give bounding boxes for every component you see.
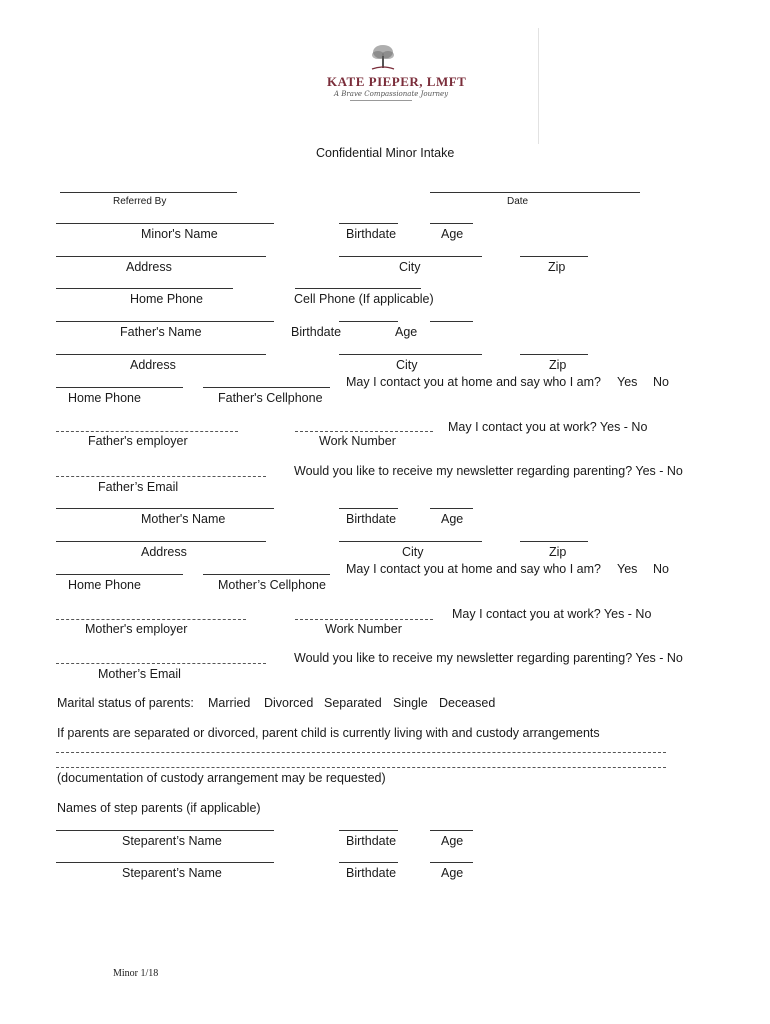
date-field[interactable] bbox=[430, 192, 640, 193]
mother-home-phone-label: Home Phone bbox=[68, 578, 141, 592]
mother-contact-home-no[interactable]: No bbox=[653, 562, 669, 576]
minor-age-label: Age bbox=[441, 227, 464, 241]
mother-newsletter-question: Would you like to receive my newsletter regarding parenting? Yes - No bbox=[294, 651, 683, 665]
mother-email-label: Mother’s Email bbox=[98, 667, 181, 681]
logo-name: KATE PIEPER, LMFT bbox=[327, 74, 467, 89]
minor-address-field[interactable] bbox=[56, 256, 266, 257]
father-employer-label: Father's employer bbox=[88, 434, 188, 448]
minor-zip-field[interactable] bbox=[520, 256, 588, 257]
mother-contact-home-question: May I contact you at home and say who I am? bbox=[346, 562, 601, 576]
minor-birthdate-field[interactable] bbox=[339, 223, 398, 224]
father-city-field[interactable] bbox=[339, 354, 482, 355]
minor-age-field[interactable] bbox=[430, 223, 473, 224]
minor-birthdate-label: Birthdate bbox=[346, 227, 397, 241]
father-home-phone-label: Home Phone bbox=[68, 391, 141, 405]
father-contact-work-question: May I contact you at work? Yes - No bbox=[448, 420, 648, 434]
minors-name-field[interactable] bbox=[56, 223, 274, 224]
father-city-label: City bbox=[396, 358, 418, 372]
steparent-2-age-label: Age bbox=[441, 866, 464, 880]
mother-age-field[interactable] bbox=[430, 508, 473, 509]
page-footer: Minor 1/18 bbox=[113, 968, 159, 979]
father-work-number-label: Work Number bbox=[319, 434, 396, 448]
minor-cell-phone-field[interactable] bbox=[295, 288, 421, 289]
marital-option-separated[interactable]: Separated bbox=[324, 696, 382, 710]
father-email-field[interactable] bbox=[56, 476, 266, 477]
referred-by-field[interactable] bbox=[60, 192, 237, 193]
fathers-name-field[interactable] bbox=[56, 321, 274, 322]
marital-option-married[interactable]: Married bbox=[208, 696, 251, 710]
minor-city-label: City bbox=[399, 260, 421, 274]
father-age-field[interactable] bbox=[430, 321, 473, 322]
mothers-name-field[interactable] bbox=[56, 508, 274, 509]
steparent-1-age-label: Age bbox=[441, 834, 464, 848]
steparent-1-name-label: Steparent’s Name bbox=[122, 834, 222, 848]
referred-by-label: Referred By bbox=[113, 196, 167, 207]
mother-birthdate-label: Birthdate bbox=[346, 512, 397, 526]
mother-age-label: Age bbox=[441, 512, 464, 526]
steparent-1-birthdate-label: Birthdate bbox=[346, 834, 397, 848]
mother-zip-field[interactable] bbox=[520, 541, 588, 542]
custody-note: (documentation of custody arrangement may be requested) bbox=[57, 771, 386, 785]
mother-employer-field[interactable] bbox=[56, 619, 246, 620]
father-birthdate-field[interactable] bbox=[339, 321, 398, 322]
father-newsletter-question: Would you like to receive my newsletter regarding parenting? Yes - No bbox=[294, 464, 683, 478]
mother-zip-label: Zip bbox=[549, 545, 567, 559]
form-title: Confidential Minor Intake bbox=[316, 146, 455, 160]
margin-rule bbox=[538, 28, 539, 144]
steparent-2-birthdate-label: Birthdate bbox=[346, 866, 397, 880]
father-employer-field[interactable] bbox=[56, 431, 238, 432]
mother-home-phone-field[interactable] bbox=[56, 574, 183, 575]
mother-work-number-field[interactable] bbox=[295, 619, 433, 620]
mother-cellphone-label: Mother’s Cellphone bbox=[218, 578, 326, 592]
steparent-2-name-field[interactable] bbox=[56, 862, 274, 863]
marital-option-divorced[interactable]: Divorced bbox=[264, 696, 314, 710]
logo-divider bbox=[350, 100, 412, 101]
marital-status-label: Marital status of parents: bbox=[57, 696, 194, 710]
step-parents-heading: Names of step parents (if applicable) bbox=[57, 801, 261, 815]
minor-zip-label: Zip bbox=[548, 260, 566, 274]
father-work-number-field[interactable] bbox=[295, 431, 433, 432]
father-zip-field[interactable] bbox=[520, 354, 588, 355]
steparent-1-age-field[interactable] bbox=[430, 830, 473, 831]
steparent-2-birthdate-field[interactable] bbox=[339, 862, 398, 863]
father-email-label: Father’s Email bbox=[98, 480, 179, 494]
mother-address-field[interactable] bbox=[56, 541, 266, 542]
logo-tagline: A Brave Compassionate Journey bbox=[334, 90, 449, 98]
father-birthdate-label: Birthdate bbox=[291, 325, 342, 339]
mother-city-field[interactable] bbox=[339, 541, 482, 542]
marital-option-deceased[interactable]: Deceased bbox=[439, 696, 496, 710]
mother-employer-label: Mother's employer bbox=[85, 622, 188, 636]
minor-cell-phone-label: Cell Phone (If applicable) bbox=[294, 292, 434, 306]
mothers-name-label: Mother's Name bbox=[141, 512, 226, 526]
minors-name-label: Minor's Name bbox=[141, 227, 218, 241]
steparent-2-name-label: Steparent’s Name bbox=[122, 866, 222, 880]
father-zip-label: Zip bbox=[549, 358, 567, 372]
custody-answer-line-1[interactable] bbox=[56, 752, 666, 753]
mother-work-number-label: Work Number bbox=[325, 622, 402, 636]
steparent-2-age-field[interactable] bbox=[430, 862, 473, 863]
minor-address-label: Address bbox=[126, 260, 172, 274]
steparent-1-name-field[interactable] bbox=[56, 830, 274, 831]
date-label: Date bbox=[507, 196, 529, 207]
custody-question: If parents are separated or divorced, parent child is currently living with and custody arrangements bbox=[57, 726, 600, 740]
mother-email-field[interactable] bbox=[56, 663, 266, 664]
father-address-label: Address bbox=[130, 358, 176, 372]
minor-city-field[interactable] bbox=[339, 256, 482, 257]
mother-contact-home-yes[interactable]: Yes bbox=[617, 562, 638, 576]
father-cellphone-field[interactable] bbox=[203, 387, 330, 388]
father-home-phone-field[interactable] bbox=[56, 387, 183, 388]
custody-answer-line-2[interactable] bbox=[56, 767, 666, 768]
father-age-label: Age bbox=[395, 325, 418, 339]
minor-home-phone-label: Home Phone bbox=[130, 292, 203, 306]
mother-address-label: Address bbox=[141, 545, 187, 559]
father-address-field[interactable] bbox=[56, 354, 266, 355]
father-contact-home-yes[interactable]: Yes bbox=[617, 375, 638, 389]
fathers-name-label: Father's Name bbox=[120, 325, 202, 339]
minor-home-phone-field[interactable] bbox=[56, 288, 233, 289]
mother-birthdate-field[interactable] bbox=[339, 508, 398, 509]
mother-city-label: City bbox=[402, 545, 424, 559]
father-cellphone-label: Father's Cellphone bbox=[218, 391, 323, 405]
marital-option-single[interactable]: Single bbox=[393, 696, 428, 710]
mother-cellphone-field[interactable] bbox=[203, 574, 330, 575]
tree-icon bbox=[368, 44, 398, 72]
mother-contact-work-question: May I contact you at work? Yes - No bbox=[452, 607, 652, 621]
father-contact-home-question: May I contact you at home and say who I am? bbox=[346, 375, 601, 389]
steparent-1-birthdate-field[interactable] bbox=[339, 830, 398, 831]
father-contact-home-no[interactable]: No bbox=[653, 375, 669, 389]
